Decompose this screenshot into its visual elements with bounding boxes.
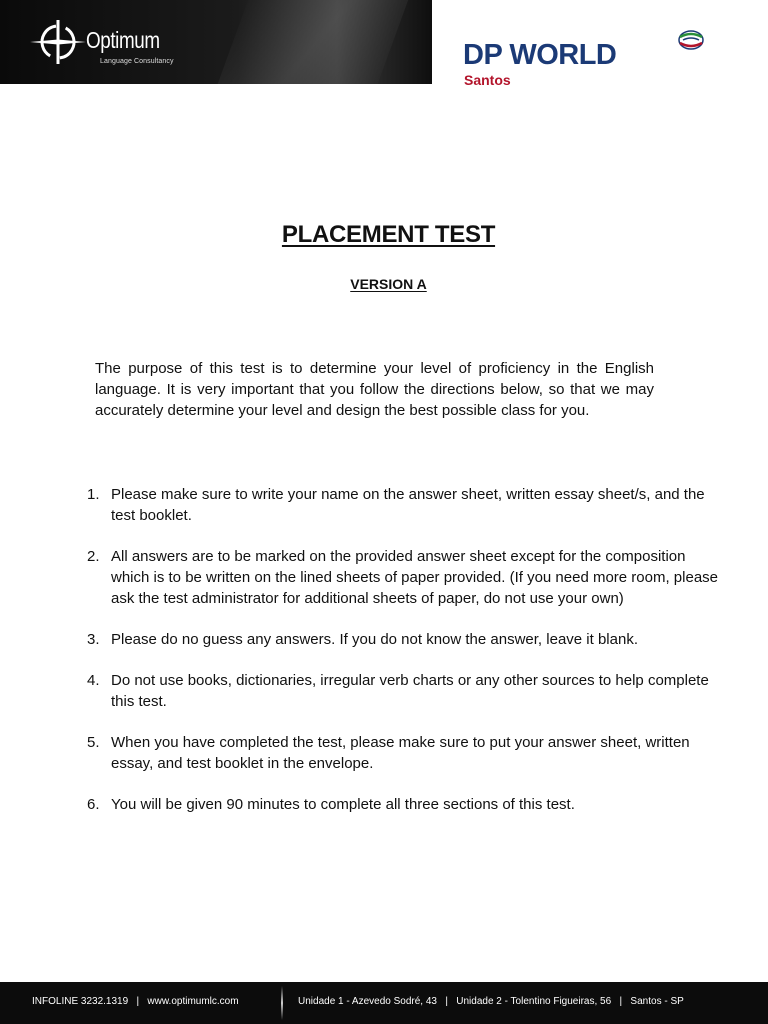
list-item (84, 670, 724, 712)
optimum-tagline: Language Consultancy (100, 58, 174, 65)
list-item (84, 794, 724, 815)
page-title: PLACEMENT TEST (281, 221, 496, 248)
list-number: 3. (87, 631, 100, 648)
list-text: All answers are to be marked on the provided answer sheet except for the composition which is to be written on the lined sheets of paper provided. (If you need more room, please ask the test administrator for additional sheets of paper, do not use your own) (111, 548, 719, 607)
directions-list (84, 484, 724, 835)
optimum-logo-icon (30, 14, 86, 70)
footer-contact: INFOLINE 3232.1319 | www.optimumlc.com (32, 996, 239, 1007)
list-text: When you have completed the test, please make sure to put your answer sheet, written essay, and test booklet in the envelope. (111, 734, 690, 772)
optimum-brand-name: Optimum (86, 27, 160, 53)
list-item (84, 546, 724, 609)
dp-world-santos-label: Santos (464, 72, 511, 88)
list-item (84, 484, 724, 526)
dp-world-logo-text: DP WORLD (463, 39, 617, 71)
banner-sheen (205, 0, 416, 84)
list-text: Please do no guess any answers. If you do not know the answer, leave it blank. (111, 631, 638, 648)
list-item (84, 732, 724, 774)
list-number: 1. (87, 486, 100, 503)
page-footer (0, 982, 768, 1024)
list-text: Do not use books, dictionaries, irregular verb charts or any other sources to help complete this test. (111, 672, 709, 710)
list-number: 5. (87, 734, 100, 751)
intro-paragraph: The purpose of this test is to determine your level of proficiency in the English language. It is very important that you follow the directions below, so that we may accurately determine your level and design the best possible class for you. (95, 360, 654, 419)
footer-addresses: Unidade 1 - Azevedo Sodré, 43 | Unidade 2 - Tolentino Figueiras, 56 | Santos - SP (298, 996, 684, 1007)
list-number: 4. (87, 672, 100, 689)
list-number: 2. (87, 548, 100, 565)
list-item (84, 629, 724, 650)
list-number: 6. (87, 796, 100, 813)
footer-divider (281, 986, 283, 1020)
dp-world-globe-icon (677, 29, 705, 51)
optimum-header-banner (0, 0, 432, 84)
version-label: VERSION A (350, 276, 427, 292)
list-text: You will be given 90 minutes to complete all three sections of this test. (111, 796, 575, 813)
list-text: Please make sure to write your name on the answer sheet, written essay sheet/s, and the test booklet. (111, 486, 705, 524)
